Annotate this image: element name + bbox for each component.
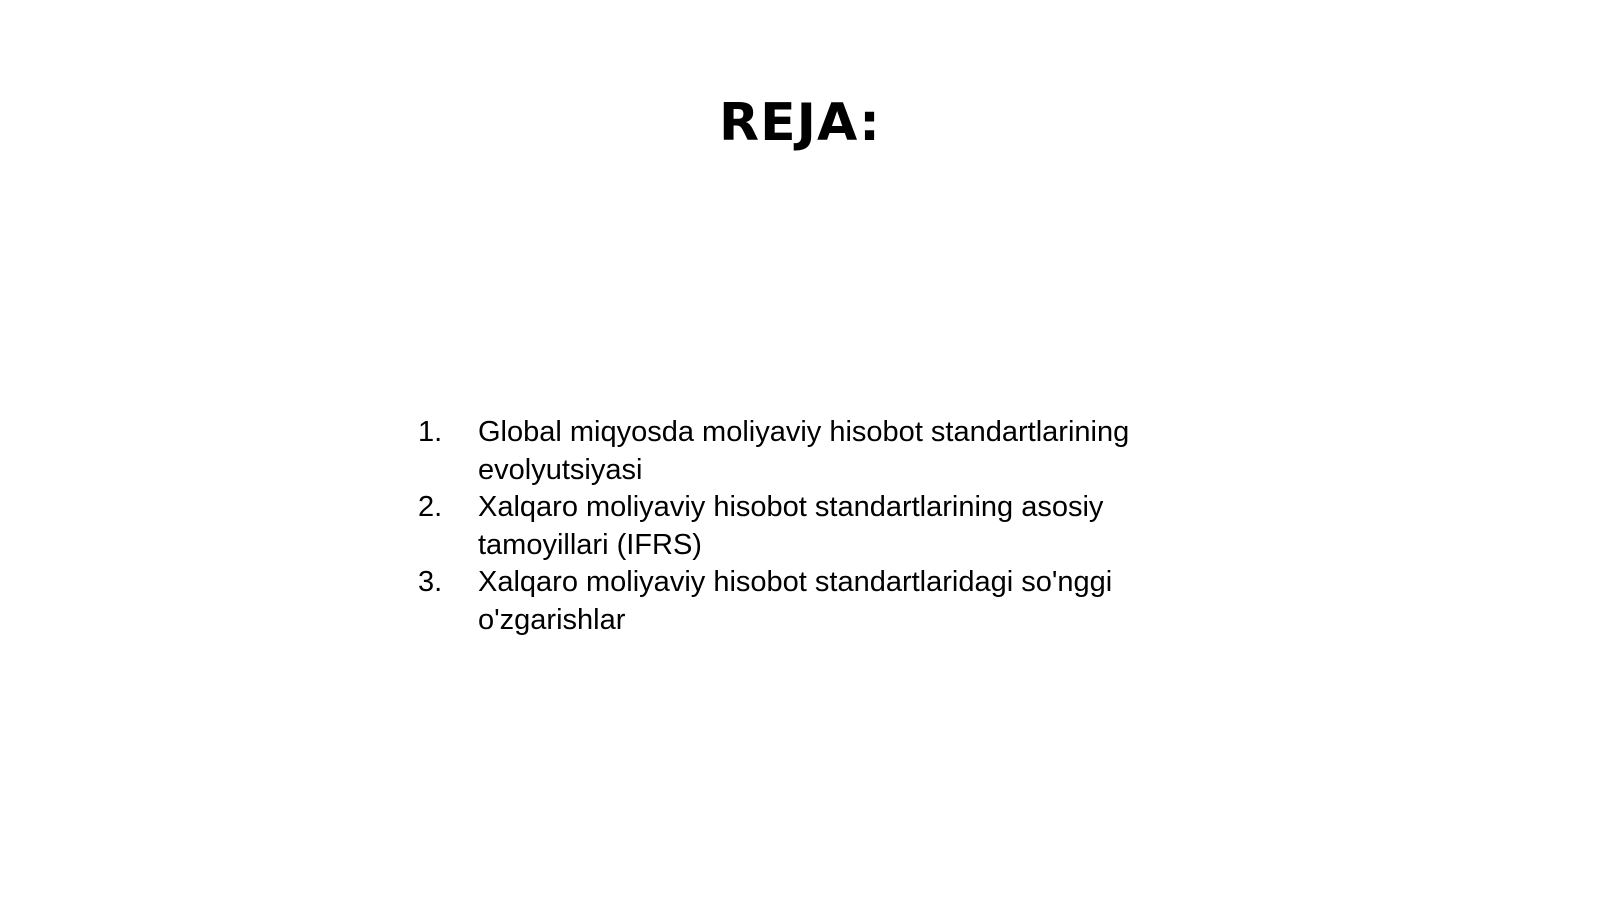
list-item-text: Global miqyosda moliyaviy hisobot standartlarining evolyutsiyasi xyxy=(478,416,1130,486)
list-item-text: Xalqaro moliyaviy hisobot standartlaridagi so'nggi o'zgarishlar xyxy=(478,566,1113,636)
list-item-number: 3. xyxy=(418,566,443,598)
list-item-number: 1. xyxy=(418,416,443,448)
list-item-number: 2. xyxy=(418,491,443,523)
list-item-text: Xalqaro moliyaviy hisobot standartlarining asosiy tamoyillari (IFRS) xyxy=(478,491,1104,561)
list-item xyxy=(418,414,1198,489)
list-item xyxy=(418,564,1198,639)
list-item xyxy=(418,489,1198,564)
plan-list xyxy=(418,414,1198,639)
slide-title: REJA: xyxy=(719,93,881,153)
